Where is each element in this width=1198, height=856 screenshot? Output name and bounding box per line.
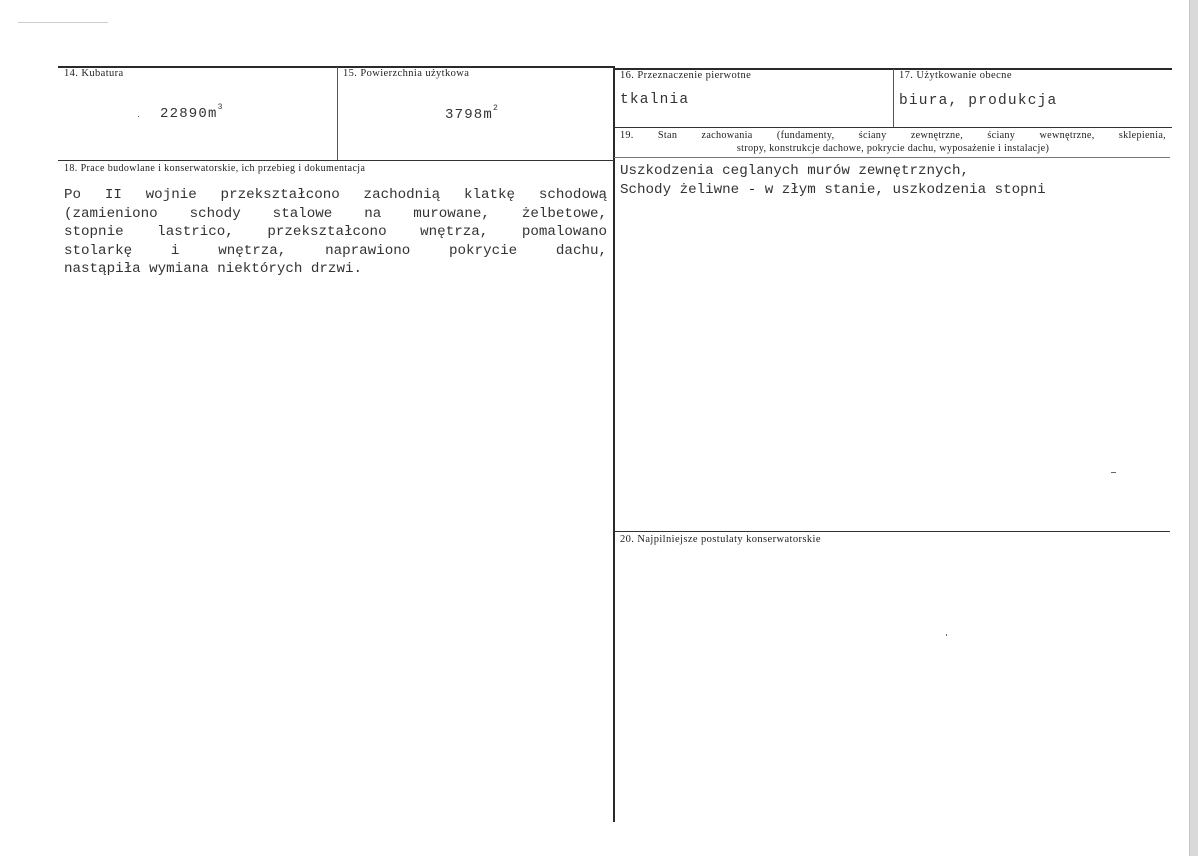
top-rule-left: [58, 66, 614, 68]
prace-line: stolarkę i wnętrza, naprawiono pokrycie dachu,: [64, 242, 607, 259]
rule-under-16-17: [614, 127, 1172, 128]
przeznaczenie-label: 16. Przeznaczenie pierwotne: [620, 70, 752, 81]
stan-line: Schody żeliwne - w złym stanie, uszkodzenia stopni: [620, 181, 1046, 198]
divider-16-17: [893, 69, 894, 127]
stan-label-line1: 19. Stan zachowania (fundamenty, ściany zewnętrzne, ściany wewnętrzne, sklepienia,: [620, 130, 1166, 141]
divider-14-15: [337, 67, 338, 160]
uzytkowanie-label: 17. Użytkowanie obecne: [899, 70, 1012, 81]
stan-line: Uszkodzenia ceglanych murów zewnętrznych,: [620, 163, 970, 179]
prace-label: 18. Prace budowlane i konserwatorskie, ich przebieg i dokumentacja: [64, 163, 366, 174]
prace-line: nastąpiła wymiana niektórych drzwi.: [64, 261, 362, 278]
stan-label-line2: stropy, konstrukcje dachowe, pokrycie dachu, wyposażenie i instalacje): [736, 142, 1050, 154]
scan-speck: [1111, 472, 1116, 473]
rule-under-14-15: [58, 160, 614, 161]
prace-line: (zamieniono schody stalowe na murowane, żelbetowe,: [64, 205, 607, 222]
prace-line: stopnie lastrico, przekształcono wnętrza, pomalowano: [64, 224, 607, 241]
stan-text: [620, 162, 1166, 199]
scan-speck: [946, 634, 947, 636]
rule-under-19-label: [614, 157, 1170, 158]
kubatura-exponent: 3: [217, 103, 224, 112]
rule-above-20: [614, 531, 1170, 532]
scan-speck: [138, 116, 139, 117]
stan-label: [620, 130, 1166, 155]
uzytkowanie-value: biura, produkcja: [899, 93, 1058, 109]
kubatura-number: 22890m: [160, 106, 218, 122]
paper-edge: [1189, 0, 1198, 856]
powierzchnia-exponent: 2: [493, 104, 500, 113]
top-scan-line: [18, 22, 108, 23]
kubatura-label: 14. Kubatura: [64, 68, 124, 79]
postulaty-label: 20. Najpilniejsze postulaty konserwatorskie: [620, 534, 821, 545]
powierzchnia-number: 3798m: [445, 107, 494, 123]
prace-text: [64, 186, 607, 279]
powierzchnia-label: 15. Powierzchnia użytkowa: [343, 68, 470, 79]
powierzchnia-value: [445, 104, 500, 123]
prace-line: Po II wojnie przekształcono zachodnią klatkę schodową: [64, 187, 607, 203]
kubatura-value: [160, 103, 224, 122]
przeznaczenie-value: tkalnia: [620, 92, 690, 108]
center-divider: [613, 66, 615, 822]
